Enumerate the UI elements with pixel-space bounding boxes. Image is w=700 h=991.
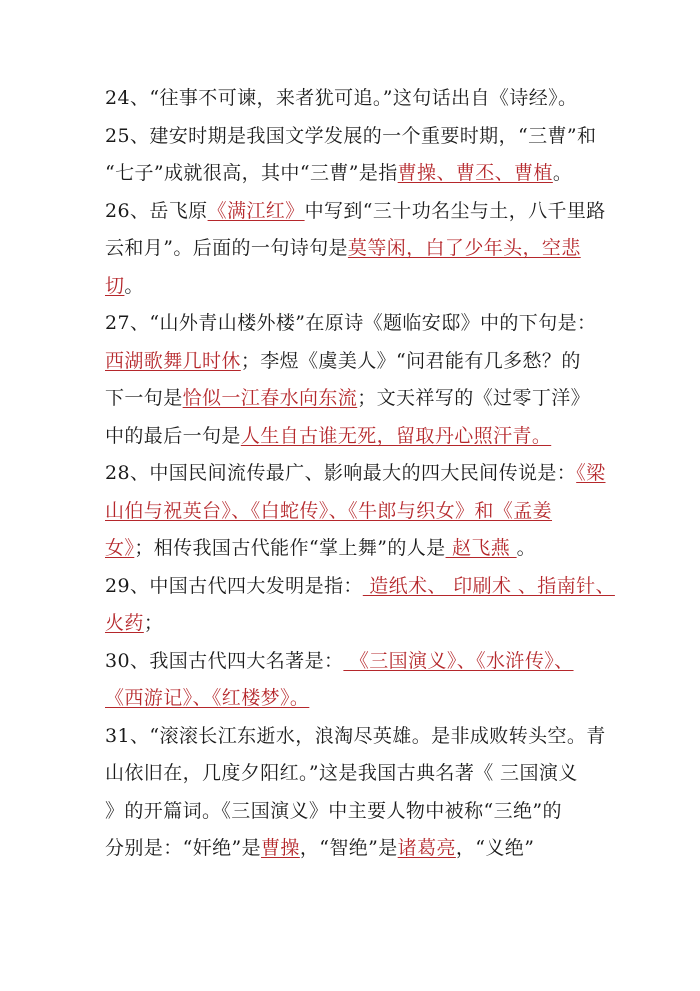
q30-answer: 《三国演义》、《水浒传》、 xyxy=(343,649,574,672)
q29-answer-cont: 火药 xyxy=(105,612,144,634)
q27-answer-2: 恰似一江春水向东流 xyxy=(182,387,358,409)
q28-answer-2: 赵飞燕 xyxy=(445,537,517,559)
q30-text: 30、我国古代四大名著是： xyxy=(105,649,344,672)
q25-line-2 xyxy=(105,155,620,193)
q25-punct: 。 xyxy=(552,162,573,184)
q26-answer-2: 莫等闲，白了少年头，空悲 xyxy=(347,237,581,259)
q31-line-3 xyxy=(105,793,620,831)
q27-text-2: ；李煜《虞美人》“问君能有几多愁？的 xyxy=(240,349,581,372)
q27-text-5: 中的最后一句是 xyxy=(105,424,241,447)
q28-punct: 。 xyxy=(516,537,537,559)
q26-punct: 。 xyxy=(124,274,144,297)
q28-line-3 xyxy=(105,530,620,568)
q31-text-2: 山依旧在，几度夕阳红。”这是我国古典名著《 三国演义 xyxy=(105,762,578,784)
q28-line-2 xyxy=(105,493,620,531)
q28-line-1 xyxy=(105,455,620,493)
q26-answer-1: 《满江红》 xyxy=(207,199,305,222)
q28-text-2: ；相传我国古代能作“掌上舞”的人是 xyxy=(134,537,446,559)
q26-line-2 xyxy=(105,230,620,268)
q29-line-2 xyxy=(105,605,620,643)
q31-line-1 xyxy=(105,718,620,756)
q25-answer: 曹操、曹丕、曹植 xyxy=(397,162,553,184)
q28-answer-1-end: 女》 xyxy=(105,537,135,559)
q27-line-1 xyxy=(105,305,620,343)
q28-answer-1-cont: 山伯与祝英台》、《白蛇传》、《牛郎与织女》和《孟姜 xyxy=(105,499,553,522)
q31-text-3: 》的开篇词。《三国演义》中主要人物中被称“三绝”的 xyxy=(105,799,562,822)
q26-line-3 xyxy=(105,268,620,306)
q27-text: 27、“山外青山楼外楼”在原诗《题临安邸》中的下句是： xyxy=(105,312,597,334)
q27-answer-3: 人生自古谁无死，留取丹心照汗青。 xyxy=(240,424,552,447)
q24-line-1 xyxy=(105,80,620,118)
q25-text-2: “七子”成就很高，其中“三曹”是指 xyxy=(105,162,398,184)
q31-text-5: ，“智绝”是 xyxy=(299,837,398,859)
q30-line-1 xyxy=(105,643,620,681)
q31-text: 31、“滚滚长江东逝水，浪淘尽英雄。是非成败转头空。青 xyxy=(105,724,606,747)
q26-text-2: 中写到“三十功名尘与土，八千里路 xyxy=(304,199,606,222)
q29-punct: ； xyxy=(143,612,164,634)
q31-answer-1: 曹操 xyxy=(261,837,300,859)
q31-text-4: 分别是：“奸绝”是 xyxy=(105,837,262,859)
q27-answer-1: 西湖歌舞几时休 xyxy=(105,349,241,372)
q26-text: 26、岳飞原 xyxy=(105,199,208,222)
q29-text: 29、中国古代四大发明是指： xyxy=(105,574,363,597)
q27-text-3: 下一句是 xyxy=(105,387,183,409)
q25-line-1 xyxy=(105,118,620,156)
q26-line-1 xyxy=(105,193,620,231)
q26-answer-2-cont: 切 xyxy=(105,274,125,297)
q29-line-1 xyxy=(105,568,620,606)
q27-text-4: ；文天祥写的《过零丁洋》 xyxy=(357,387,591,409)
q31-text-6: ，“义绝” xyxy=(455,837,535,859)
q27-line-2 xyxy=(105,343,620,381)
q27-line-4 xyxy=(105,418,620,456)
q30-answer-cont: 《西游记》、《红楼梦》。 xyxy=(105,687,310,709)
q29-answer: 造纸术、 印刷术 、指南针、 xyxy=(362,574,615,597)
q28-text: 28、中国民间流传最广、影响最大的四大民间传说是： xyxy=(105,462,577,484)
q27-line-3 xyxy=(105,380,620,418)
q31-answer-2: 诸葛亮 xyxy=(397,837,456,859)
q30-line-2 xyxy=(105,680,620,718)
q31-line-2 xyxy=(105,755,620,793)
q31-line-4 xyxy=(105,830,620,868)
q28-answer-1: 《梁 xyxy=(576,462,606,484)
q24-text: 24、“往事不可谏，来者犹可追。”这句话出自《诗经》。 xyxy=(105,87,578,109)
q26-text-3: 云和月”。后面的一句诗句是 xyxy=(105,237,348,259)
q25-text: 25、建安时期是我国文学发展的一个重要时期，“三曹”和 xyxy=(105,124,597,147)
